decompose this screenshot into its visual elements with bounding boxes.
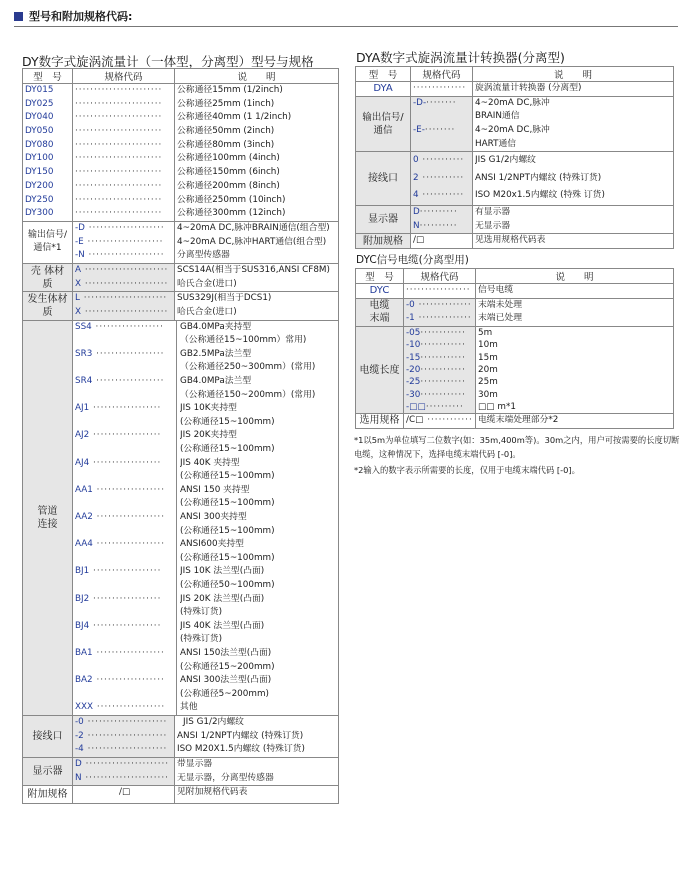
dya-disp-code: N [413,220,420,231]
dya-out-desc-line: BRAIN通信 [475,111,520,122]
dyc-len-desc-line: 10m [478,340,498,351]
dyc-len-label: 电缆长度 [356,327,404,414]
dy-disp-label: 显示器 [23,757,73,785]
dy-disp-code: D [75,758,82,769]
dyc-len-codes: -05············ -10············ -15············ -20············ -25············ -30············ -□□·········· [404,327,476,414]
dy-opt-desc-text: 见附加规格代码表 [177,787,248,798]
dyc-len-code: -10 [406,340,421,351]
dy-output-desc-line: 4~20mA DC,脉冲BRAIN通信(组合型) [177,222,330,233]
dy-model-code: DY015 [25,85,54,95]
dy-pipe-group: AJ4 ·················· JIS 40K 夹持型 (公称通径15~100mm) [73,457,338,484]
dy-pipe-group: SS4 ·················· GB4.0MPa夹持型 （公称通径15~100mm）常用) [73,321,338,348]
dy-models-desc-cell [175,84,339,222]
dy-col-spec: 规格代码 [73,69,175,84]
dy-pipe-group: BJ2 ·················· JIS 20K 法兰型(凸面) (特殊订货) [73,593,338,620]
dy-pipe-cell [73,320,339,715]
dy-pipe-code: SR3 [75,348,93,359]
section-header [14,8,132,24]
dya-model-leader: ·············· [411,82,473,97]
dy-pipe-group: BA1 ·················· ANSI 150法兰型(凸面) (公称通径15~200mm) [73,647,338,674]
dya-conn-desc-line: JIS G1/2内螺纹 [475,155,536,166]
dy-pipe-desc-line: (公称通径50~100mm) [180,579,275,590]
dy-pipe-desc-line: (公称通径15~100mm) [180,525,275,536]
dy-pipe-group: BJ1 ·················· JIS 10K 法兰型(凸面) (公称通径50~100mm) [73,565,338,592]
dy-output-code: -N [75,250,85,261]
dy-pipe-code: BJ2 [75,593,90,604]
dya-disp-desc-line: 无显示器 [475,220,511,231]
dya-opt-desc [473,234,674,249]
dy-conn-code: -0 [75,716,84,727]
dy-pipe-desc-line: GB4.0MPa夹持型 [180,321,252,332]
dy-pipe-desc-line: JIS 40K 夹持型 [180,457,240,468]
dy-shell-desc-line: 哈氏合金(进口) [177,278,237,289]
dy-pipe-code: BJ4 [75,620,90,631]
dy-model-code: DY040 [25,112,54,123]
dy-pipe-desc-line: ANSI 300法兰型(凸面) [180,675,272,686]
dy-pipe-group: SR4 ·················· GB4.0MPa法兰型 （公称通径150~200mm）(常用) [73,375,338,402]
dy-table-title: DY数字式旋涡流量计（一体型，分离型）型号与规格 [22,54,314,69]
dya-out-label: 输出信号/通信 [356,96,411,152]
dyc-model-leader: ················· [404,284,476,299]
dy-model-desc: 公称通径250mm (10inch) [177,194,286,205]
dy-disp-codes: D ······················ N ······················ [73,757,175,785]
footnotes [354,433,684,479]
dy-pipe-code: AJ2 [75,430,90,441]
dyc-end-label: 电缆末端 [356,298,404,326]
dyc-end-desc-line: 末端未处理 [478,299,522,310]
dya-out-desc-line: 4~20mA DC,脉冲 [475,125,550,136]
dya-out-code: -D- [413,97,427,108]
dy-model-desc: 公称通径50mm (2inch) [177,126,275,137]
dy-output-code: -E [75,236,84,247]
dy-pipe-desc-line: 其他 [180,702,198,713]
dyc-col-desc: 说 明 [476,269,674,284]
dy-pipe-code: BA1 [75,647,93,658]
dya-out-code: -E- [413,125,425,136]
dy-shell-code: A [75,264,82,275]
dy-col-desc: 说 明 [175,69,339,84]
dy-pipe-desc-line: (公称通径15~100mm) [180,498,275,509]
dya-disp-desc [473,205,674,233]
dy-pipe-desc-line: (特殊订货) [180,607,223,618]
dyc-end-desc [476,298,674,326]
dy-model-code: DY025 [25,98,54,109]
dya-conn-desc [473,152,674,206]
dy-models-leader: ······················· ······················· ······················· ······················· ······················· ······················· ······················· ······················· ······················· ······················· [73,84,175,222]
dy-pipe-group: AA2 ·················· ANSI 300夹持型 (公称通径15~100mm) [73,511,338,538]
dy-output-desc [175,221,339,263]
dy-pipe-desc-line: JIS 20K夹持型 [180,430,237,441]
dya-model-desc [473,82,674,97]
dy-output-desc-line: 4~20mA DC,脉冲HART通信(组合型) [177,236,327,247]
dy-models-cell [23,84,73,222]
dy-pipe-desc-line: (公称通径15~100mm) [180,416,275,427]
dy-pipe-group: XXX ·················· 其他 [73,701,338,715]
dya-out-codes: -D-········ -E-········ [411,96,473,152]
dya-disp-desc-line: 有显示器 [475,206,511,217]
dy-pipe-desc-line: JIS 20K 法兰型(凸面) [180,593,265,604]
dy-model-desc: 公称通径300mm (12inch) [177,208,286,219]
dy-opt-label: 附加规格 [23,786,73,804]
dyc-end-codes: -0 ·············· -1 ·············· [404,298,476,326]
dyc-opt-code-text: /C□ [406,415,424,426]
dyc-len-code: -30 [406,389,421,400]
dy-conn-desc [175,715,339,757]
dyc-len-code: -15 [406,352,421,363]
dy-pipe-desc-line: (公称通径15~100mm) [180,471,275,482]
dyc-opt-desc [476,414,674,429]
dy-pipe-code: AJ4 [75,457,90,468]
dy-pipe-desc-line: (特殊订货) [180,634,223,645]
dyc-col-model: 型 号 [356,269,404,284]
dy-model-code: DY080 [25,139,54,150]
dyc-len-code: -25 [406,377,421,388]
dy-shell-desc [175,263,339,291]
dy-shell-label: 壳 体材 质 [23,263,73,291]
dy-model-code: DY250 [25,194,54,205]
dy-model-code: DY100 [25,153,54,164]
footnote-1: *1以5m为单位填写二位数字(如：35m,400m等)。30m之内，用户可按需要的长度切断电缆，这种情况下，选择电缆末端代码 [-0]。 [354,435,680,459]
dy-pipe-code: AJ1 [75,403,90,414]
dyc-len-desc-line: □□ m*1 [478,401,516,412]
dy-pipe-desc-line: GB2.5MPa法兰型 [180,348,252,359]
dy-gen-desc [175,292,339,320]
dya-opt-code [411,234,473,249]
dyc-model-desc [476,284,674,299]
dya-table-title: DYA数字式旋涡流量计转换器(分离型) [356,50,565,65]
dy-model-desc: 公称通径200mm (8inch) [177,180,280,191]
dy-model-desc: 公称通径100mm (4inch) [177,153,280,164]
dy-pipe-group: BA2 ·················· ANSI 300法兰型(凸面) (公称通径5~200mm) [73,674,338,701]
dy-shell-codes: A ······················ X ······················ [73,263,175,291]
dya-opt-desc-text: 见选用规格代码表 [475,235,546,246]
dy-model-desc: 公称通径80mm (3inch) [177,139,275,150]
dy-pipe-desc-line: (公称通径15~100mm) [180,444,275,455]
dya-conn-codes: 0 ··········· 2 ··········· 4 ··········· [411,152,473,206]
dya-opt-code-text: /□ [413,235,425,246]
dy-output-codes: -D ···················· -E ···················· -N ···················· [73,221,175,263]
dy-model-desc: 公称通径15mm (1/2inch) [177,85,283,95]
dy-model-code: DY200 [25,180,54,191]
dya-conn-code: 2 [413,172,419,183]
dy-pipe-group: AA1 ·················· ANSI 150 夹持型 (公称通径15~100mm) [73,484,338,511]
dy-shell-desc-line: SCS14A(相当于SUS316,ANSI CF8M) [177,264,330,275]
dy-pipe-desc-line: ANSI600夹持型 [180,539,244,550]
dyc-col-spec: 规格代码 [404,269,476,284]
dy-disp-desc-line: 带显示器 [177,758,213,769]
dya-model-desc-text: 旋涡流量计转换器 (分离型) [475,83,582,93]
dy-conn-codes: -0 ····················· -2 ····················· -4 ····················· [73,715,175,757]
dy-pipe-desc-line: (公称通径5~200mm) [180,688,269,699]
dy-pipe-desc-line: ANSI 150法兰型(凸面) [180,647,272,658]
dyc-len-desc-line: 15m [478,352,498,363]
dya-disp-codes: D·········· N·········· [411,205,473,233]
dyc-opt-label: 选用规格 [356,414,404,429]
dy-pipe-label: 管道连接 [23,320,73,715]
dy-pipe-code: AA2 [75,512,93,522]
dya-model: DYA [356,82,411,97]
dya-disp-code: D [413,206,420,217]
dy-disp-code: N [75,772,82,783]
dy-conn-code: -4 [75,744,84,755]
dy-disp-desc-line: 无显示器，分离型传感器 [177,772,274,783]
dyc-opt-code: /C□ ············ [404,414,476,429]
dy-pipe-desc-line: JIS 10K 法兰型(凸面) [180,566,265,577]
dyc-len-desc-line: 5m [478,328,493,339]
dy-pipe-code: SR4 [75,376,93,387]
dy-pipe-code: XXX [75,702,94,713]
dyc-model-desc-text: 信号电缆 [478,285,514,295]
footnote-2: *2输入的数字表示所需要的长度，仅用于电缆末端代码 [-0]。 [354,465,580,475]
dy-gen-codes: L ······················ X ······················ [73,292,175,320]
dy-pipe-code: BJ1 [75,566,90,577]
dya-conn-desc-line: ANSI 1/2NPT内螺纹 (特殊订货) [475,172,602,183]
dya-out-desc [473,96,674,152]
dy-model-code: DY150 [25,167,54,178]
dy-model-desc: 公称通径40mm (1 1/2inch) [177,112,292,123]
dy-opt-code [73,786,175,804]
section-header-title: 型号和附加规格代码: [29,10,133,23]
dy-pipe-code: SS4 [75,321,92,332]
dy-opt-code-text: /□ [119,787,131,798]
header-divider [14,26,678,27]
dya-col-model: 型 号 [356,67,411,82]
dyc-end-code: -0 [406,299,415,310]
dya-col-desc: 说 明 [473,67,674,82]
dyc-table-title: DYC信号电缆(分离型用) [356,254,469,266]
dy-col-model: 型 号 [23,69,73,84]
dy-output-desc-line: 分离型传感器 [177,250,230,261]
dy-gen-label: 发生体材质 [23,292,73,320]
dy-model-desc: 公称通径25mm (1inch) [177,98,275,109]
dyc-len-desc [476,327,674,414]
dy-conn-label: 接线口 [23,715,73,757]
dya-conn-desc-line: ISO M20x1.5内螺纹 (特殊 订货) [475,190,605,201]
dya-spec-table [355,66,674,249]
dyc-len-desc-line: 25m [478,377,498,388]
dy-pipe-group: SR3 ·················· GB2.5MPa法兰型 （公称通径250~300mm）(常用) [73,348,338,375]
dy-gen-desc-line: SUS329J(相当于DCS1) [177,293,272,304]
dy-pipe-group: AJ2 ·················· JIS 20K夹持型 (公称通径15~100mm) [73,429,338,456]
dyc-end-desc-line: 末端已处理 [478,313,522,324]
dy-gen-desc-line: 哈氏合金(进口) [177,307,237,317]
dya-opt-label: 附加规格 [356,234,411,249]
dy-pipe-group: AA4 ·················· ANSI600夹持型 (公称通径15~100mm) [73,538,338,565]
dy-pipe-desc-line: (公称通径15~100mm) [180,552,275,563]
dyc-len-code: -05 [406,328,421,339]
dyc-len-code: -20 [406,364,421,375]
dy-pipe-code: BA2 [75,675,93,686]
dy-pipe-group: BJ4 ·················· JIS 40K 法兰型(凸面) (特殊订货) [73,620,338,647]
dyc-len-desc-line: 30m [478,389,498,400]
dyc-model: DYC [356,284,404,299]
dy-pipe-code: AA4 [75,539,93,550]
dya-conn-code: 0 [413,155,419,166]
dy-pipe-desc-line: （公称通径150~200mm）(常用) [180,389,316,400]
dy-model-code: DY050 [25,126,54,137]
dy-output-label: 输出信号/通信*1 [23,221,73,263]
dy-spec-table [22,68,339,804]
dya-conn-label: 接线口 [356,152,411,206]
dy-conn-desc-line: JIS G1/2内螺纹 [183,716,244,727]
dy-gen-code: L [75,293,80,304]
dyc-opt-desc-text: 电缆末端处理部分*2 [478,415,559,426]
dyc-spec-table [355,268,674,429]
dy-pipe-desc-line: （公称通径250~300mm）(常用) [180,362,316,373]
header-square-icon [14,12,23,21]
dy-conn-desc-line: ISO M20X1.5内螺纹 (特殊订货) [177,744,305,755]
dya-out-desc-line: 4~20mA DC,脉冲 [475,97,550,108]
dy-pipe-desc-line: JIS 40K 法兰型(凸面) [180,620,265,631]
dy-pipe-desc-line: JIS 10K夹持型 [180,403,237,414]
dy-pipe-group: AJ1 ·················· JIS 10K夹持型 (公称通径15~100mm) [73,402,338,429]
dy-model-desc: 公称通径150mm (6inch) [177,167,280,178]
dy-pipe-desc-line: GB4.0MPa法兰型 [180,376,252,387]
dy-opt-desc [175,786,339,804]
dy-disp-desc [175,757,339,785]
dy-gen-code: X [75,307,82,317]
dy-shell-code: X [75,278,82,289]
dy-model-code: DY300 [25,208,54,219]
dy-pipe-code: AA1 [75,484,93,495]
dya-col-spec: 规格代码 [411,67,473,82]
dyc-len-code: -□□ [406,401,426,412]
dya-conn-code: 4 [413,190,419,201]
dya-disp-label: 显示器 [356,205,411,233]
dyc-len-desc-line: 20m [478,364,498,375]
dy-conn-code: -2 [75,730,84,741]
dy-conn-desc-line: ANSI 1/2NPT内螺纹 (特殊订货) [177,730,304,741]
dy-pipe-rows [73,321,338,715]
dy-pipe-desc-line: (公称通径15~200mm) [180,661,275,672]
dy-pipe-desc-line: ANSI 300夹持型 [180,512,247,522]
dy-output-code: -D [75,222,85,233]
dya-out-desc-line: HART通信 [475,138,517,149]
dy-pipe-desc-line: ANSI 150 夹持型 [180,484,250,495]
dy-pipe-desc-line: （公称通径15~100mm）常用) [180,335,307,346]
dyc-end-code: -1 [406,313,415,324]
